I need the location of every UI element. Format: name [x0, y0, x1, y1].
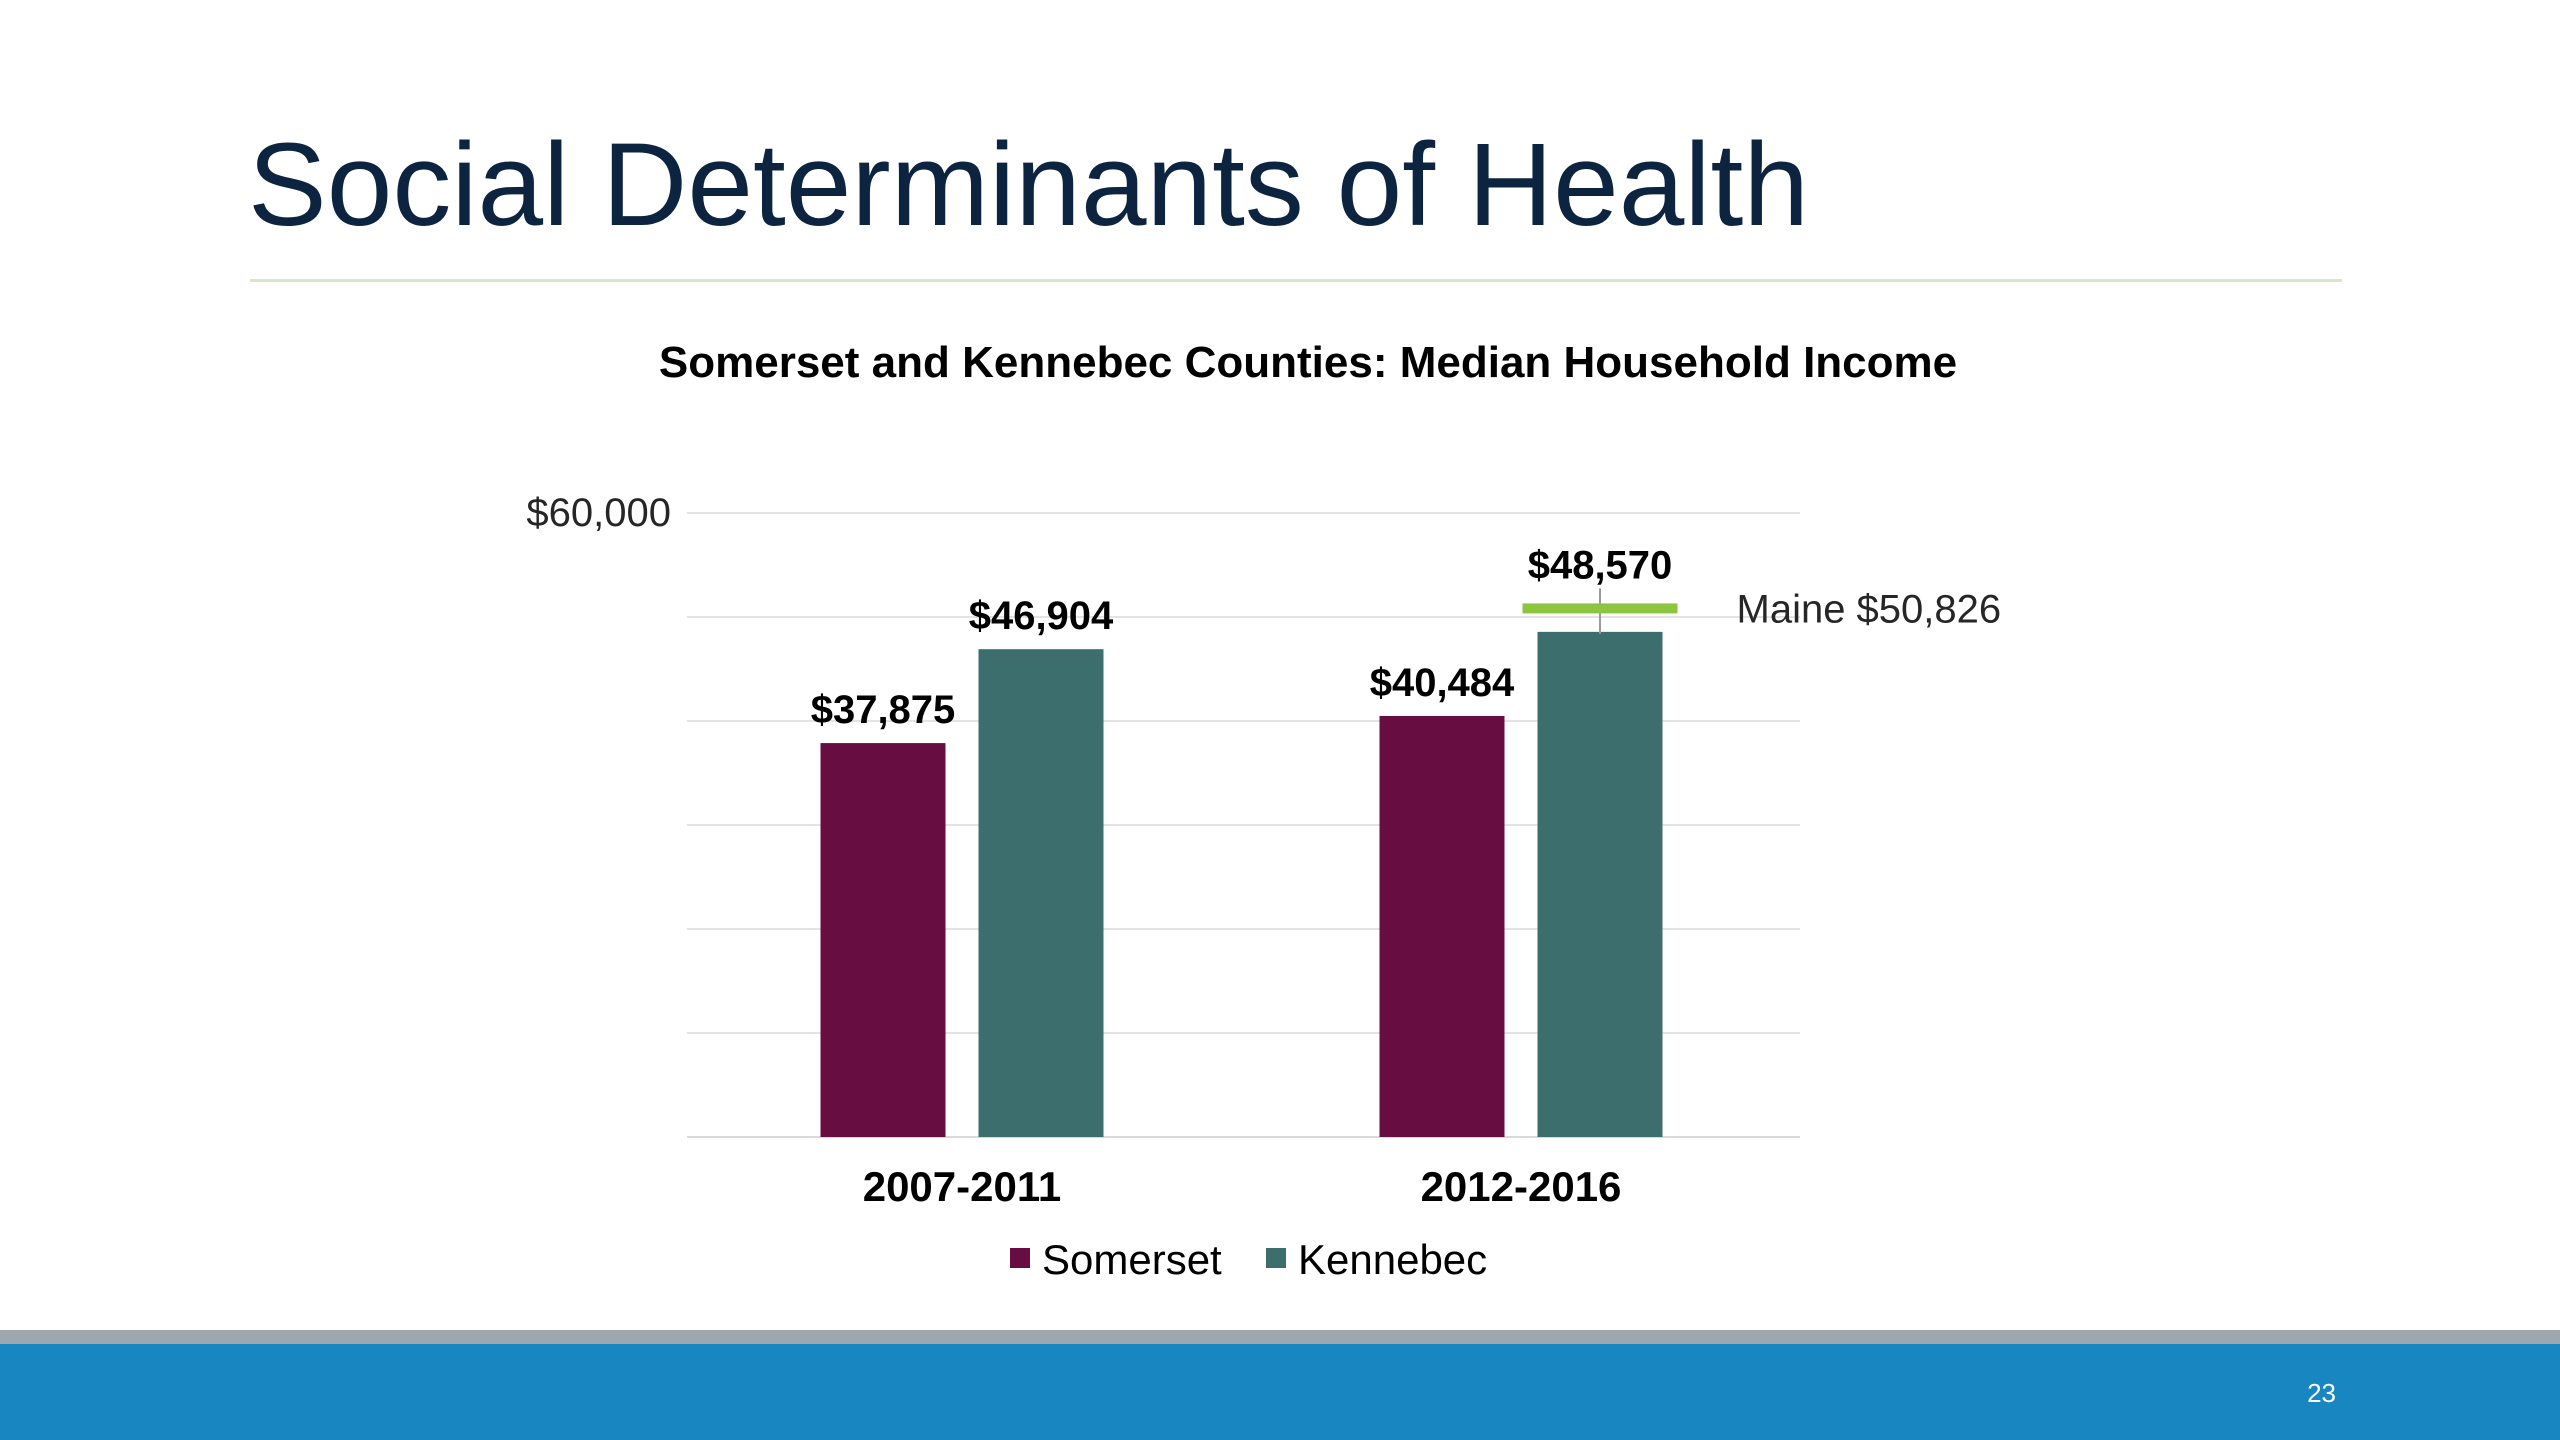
page-number: 23: [2307, 1378, 2336, 1408]
footer-stripe: [0, 1330, 2560, 1344]
data-label-somerset-2007-2011: $37,875: [810, 688, 956, 733]
slide-title: Social Determinants of Health: [248, 119, 1809, 251]
bar-kennebec-2007-2011: [979, 649, 1104, 1137]
x-tick-label: 2007-2011: [862, 1163, 1062, 1210]
x-axis-labels: [863, 1163, 1622, 1210]
data-label-somerset-2012-2016: $40,484: [1369, 660, 1515, 705]
legend-label-somerset: Somerset: [1042, 1236, 1222, 1283]
legend-swatch-kennebec: [1266, 1248, 1286, 1268]
chart-title: Somerset and Kennebec Counties: Median Household Income: [658, 338, 1958, 387]
y-axis-labels: [526, 491, 671, 535]
bar-somerset-2007-2011: [821, 743, 946, 1137]
maine-benchmark: [1523, 587, 2002, 633]
x-tick-label: 2012-2016: [1420, 1163, 1622, 1210]
bar-kennebec-2012-2016: [1538, 632, 1663, 1137]
legend-label-kennebec: Kennebec: [1298, 1236, 1488, 1283]
legend-swatch-somerset: [1010, 1248, 1030, 1268]
legend: [1010, 1236, 1487, 1283]
footer-bar: [0, 1344, 2560, 1440]
benchmark-marker: [1523, 603, 1678, 613]
bar-somerset-2012-2016: [1380, 716, 1505, 1137]
data-label-kennebec-2007-2011: $46,904: [968, 594, 1114, 639]
data-label-kennebec-2012-2016: $48,570: [1527, 543, 1673, 588]
benchmark-label: Maine $50,826: [1736, 587, 2002, 632]
y-tick-label: $60,000: [526, 491, 671, 535]
